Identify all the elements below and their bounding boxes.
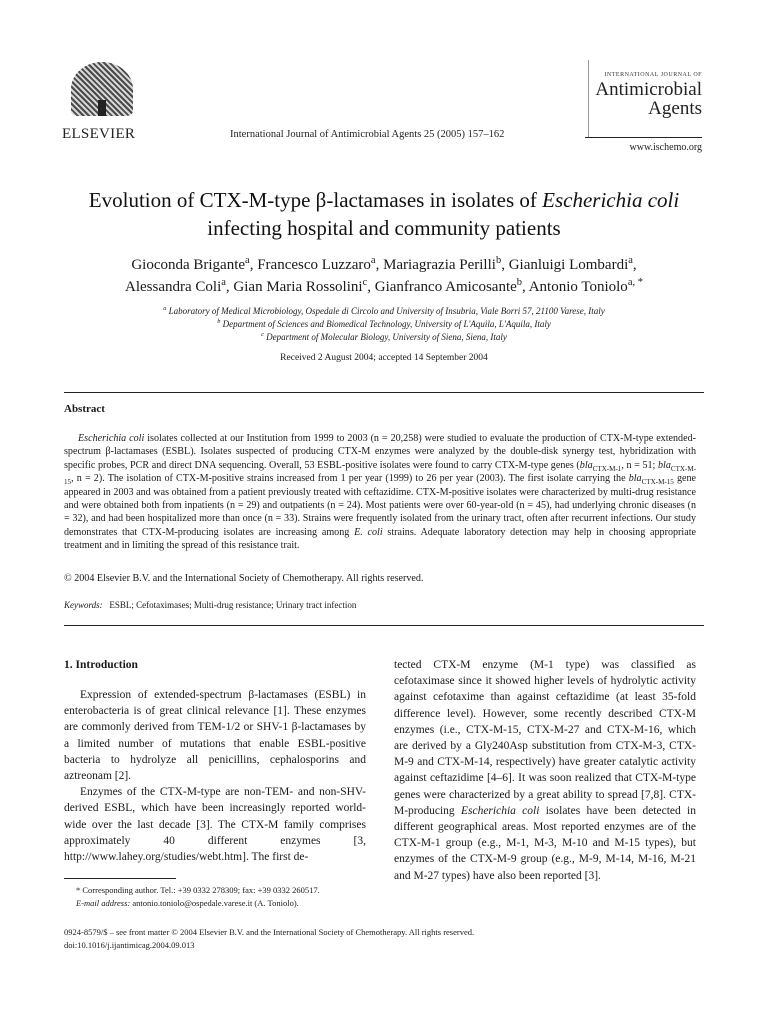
issn-line: 0924-8579/$ – see front matter © 2004 Elsevier B.V. and the International Society of Chemotherapy. All rights reserved. bbox=[64, 927, 475, 937]
email-label: E-mail address: bbox=[76, 898, 131, 908]
affil-sup: b bbox=[217, 318, 221, 325]
author-sup: b bbox=[516, 277, 523, 288]
publisher-name: ELSEVIER bbox=[62, 126, 136, 142]
author: Gian Maria Rossolini bbox=[233, 279, 363, 295]
paragraph-text: isolates have been detected in different geographical areas. Most reported enzymes are of the CTX-M-1 group (e.g., M-1, M-3, M-10 and M-15 types), but enzymes of the CTX-M-9 group (e.g., M-9, M-14, M-16, M-21 and M-27 types) have also been reported [3]. bbox=[394, 804, 696, 882]
affiliation-b bbox=[60, 318, 708, 331]
doi-line[interactable]: doi:10.1016/j.ijantimicag.2004.09.013 bbox=[64, 939, 195, 950]
body-column-left bbox=[64, 687, 366, 865]
affil-text: Department of Sciences and Biomedical Technology, University of L'Aquila, L'Aquila, Italy bbox=[222, 319, 551, 329]
journal-url[interactable]: www.ischemo.org bbox=[629, 142, 702, 153]
abstract-text: gene appeared in 2003 and was obtained from a patient previously treated with ceftazidime. CTX-M-positive isolates were characterized by multi-drug resistance and were obtained both from inpatients (n = 29) and outpatients (n = 24). Most patients were over 60-year-old (n = 45), had underlying chronic diseases (n = 32), and had been hospitalized more than once (n = 33). Strains were frequently isolated from the urinary tract, often after recurrent infections. Our study demonstrates that CTX-M-producing isolates are increasing among bbox=[64, 473, 696, 538]
abstract-heading: Abstract bbox=[64, 403, 105, 415]
paragraph-text: Enzymes of the CTX-M-type are non-TEM- and non-SHV-derived ESBL, which have been increasingly reported world-wide over the last decade [3]. The CTX-M family comprises approximately 40 different enzymes [3, bbox=[64, 786, 366, 847]
abstract-copyright: © 2004 Elsevier B.V. and the International Society of Chemotherapy. All rights reserved. bbox=[64, 573, 424, 584]
author-sup: b bbox=[495, 255, 502, 266]
affil-sup: c bbox=[261, 331, 264, 338]
elsevier-tree-logo bbox=[63, 62, 143, 124]
journal-brand-small: INTERNATIONAL JOURNAL OF bbox=[604, 72, 702, 78]
journal-brand-logo bbox=[560, 80, 702, 118]
abstract-text: , n = 2). The isolation of CTX-M-positive strains increased from 1 per year (1999) to 26 per year (2003). The first isolate carrying the bbox=[71, 473, 629, 485]
email-address[interactable]: antonio.toniolo@ospedale.varese.it (A. Toniolo). bbox=[130, 898, 299, 908]
author-sup: c bbox=[362, 277, 368, 288]
footnote-contact: * Corresponding author. Tel.: +39 0332 278309; fax: +39 0332 260517. bbox=[76, 885, 320, 895]
gene-sub: CTX-M-15 bbox=[64, 464, 696, 487]
keywords-text: ESBL; Cefotaximases; Multi-drug resistance; Urinary tract infection bbox=[109, 600, 357, 610]
author: Francesco Luzzaro bbox=[257, 257, 371, 273]
abstract-text: isolates collected at our Institution from 1999 to 2003 (n = 20,258) were studied to evaluate the production of CTX-M-type extended-spectrum β-lactamases (ESBL). Isolates suspected of producing CTX-M enzymes were analyzed by the double-disk synergy test, hybridization with specific probes, PCR and direct DNA sequencing. Overall, 53 ESBL-positive isolates were found to carry CTX-M-type genes ( bbox=[64, 433, 696, 471]
paragraph bbox=[394, 657, 696, 884]
paragraph bbox=[64, 784, 366, 865]
author: Gianluigi Lombardi bbox=[508, 257, 629, 273]
abstract-text: , n = 51; bbox=[621, 459, 658, 471]
lahey-link[interactable]: http://www.lahey.org/studies/webt.htm bbox=[64, 851, 243, 864]
affiliation-c bbox=[60, 331, 708, 344]
author-sup: a bbox=[245, 255, 250, 266]
section-heading-introduction: 1. Introduction bbox=[64, 659, 138, 671]
author: Gianfranco Amicosante bbox=[374, 279, 517, 295]
affiliation-a bbox=[60, 305, 708, 318]
header-rule bbox=[585, 137, 702, 138]
paragraph-text: ]. The first de- bbox=[242, 851, 309, 864]
author-sup: a bbox=[370, 255, 376, 266]
footnote-email bbox=[64, 897, 374, 910]
organism-name: Escherichia coli bbox=[460, 804, 540, 817]
body-column-right bbox=[394, 657, 696, 884]
author: Alessandra Coli bbox=[125, 279, 222, 295]
keywords bbox=[64, 600, 696, 610]
affiliations bbox=[60, 305, 708, 344]
paragraph-text: tected CTX-M enzyme (M-1 type) was classified as cefotaximase since it showed higher levels of hydrolytic activity against cefotaxime than against ceftazidime (at least 35-fold difference level). However, some recently described CTX-M enzymes (i.e., CTX-M-15, CTX-M-27 and CTX-M-16, which are derived by a Gly240Asp substitution from CTX-M-3, CTX-M-9 and CTX-M-14, respectively) have greater catalytic activity against ceftazidime [4–6]. It was soon realized that CTX-M-type genes were characterized by a great ability to spread [7,8]. CTX-M-producing bbox=[394, 659, 696, 817]
corresponding-author-footnote bbox=[64, 884, 374, 910]
title-organism: Escherichia coli bbox=[542, 188, 680, 212]
author-sup: a bbox=[221, 277, 226, 288]
author: Gioconda Brigante bbox=[131, 257, 246, 273]
author-sup: a bbox=[628, 255, 633, 266]
received-dates: Received 2 August 2004; accepted 14 September 2004 bbox=[280, 353, 488, 363]
page-footer bbox=[64, 926, 704, 951]
author: Antonio Toniolo bbox=[528, 279, 628, 295]
abstract-top-rule bbox=[64, 392, 704, 393]
gene-name: bla bbox=[657, 459, 671, 471]
organism-name: Escherichia coli bbox=[78, 433, 145, 444]
affil-text: Department of Molecular Biology, University of Siena, Siena, Italy bbox=[266, 332, 507, 342]
footnote-rule bbox=[64, 878, 176, 879]
keywords-label: Keywords: bbox=[64, 600, 103, 610]
abstract-bottom-rule bbox=[64, 625, 704, 626]
brand-line-2: Agents bbox=[648, 98, 702, 119]
gene-sub: CTX-M-1 bbox=[592, 464, 622, 473]
brand-line-1: Antimicrobial bbox=[595, 79, 702, 100]
journal-citation: International Journal of Antimicrobial Agents 25 (2005) 157–162 bbox=[230, 129, 505, 140]
title-part: Evolution of CTX-M-type β-lactamases in isolates of bbox=[88, 188, 543, 212]
organism-name: E. coli bbox=[354, 526, 383, 538]
paragraph: Expression of extended-spectrum β-lactamases (ESBL) in enterobacteria is of great clinical relevance [1]. These enzymes are commonly derived from TEM-1/2 or SHV-1 β-lactamases by a limited number of mutations that enable ESBL-positive bacteria to hydrolyze all penicillins, cephalosporins and aztreonam [2]. bbox=[64, 689, 366, 783]
abstract-text: strains. Adequate laboratory detection may help in choosing appropriate treatment and in limiting the spread of this resistance trait. bbox=[64, 526, 696, 552]
affil-text: Laboratory of Medical Microbiology, Ospedale di Circolo and University of Insubria, Viale Borri 57, 21100 Varese, Italy bbox=[168, 306, 605, 316]
author-list: Gioconda Brigante$^a$, Francesco Luzzaro$^a$, Mariagrazia Perilli$^b$, Gianluigi Lombardi$^a$, Alessandra Coli$^a$, Gian Maria Rossolini$^c$, Gianfranco Amicosante$^b$, Antonio Toniolo$^{a, *}$ bbox=[125, 255, 643, 295]
gene-name: bla bbox=[628, 473, 642, 485]
author-sup: a, * bbox=[627, 277, 643, 288]
gene-sub: CTX-M-15 bbox=[641, 478, 674, 487]
abstract-body bbox=[64, 432, 696, 553]
title-line-2: infecting hospital and community patients bbox=[207, 216, 561, 240]
affil-sup: a bbox=[163, 305, 167, 312]
gene-name: bla bbox=[579, 459, 593, 471]
article-title bbox=[60, 186, 708, 242]
author: Mariagrazia Perilli bbox=[383, 257, 496, 273]
